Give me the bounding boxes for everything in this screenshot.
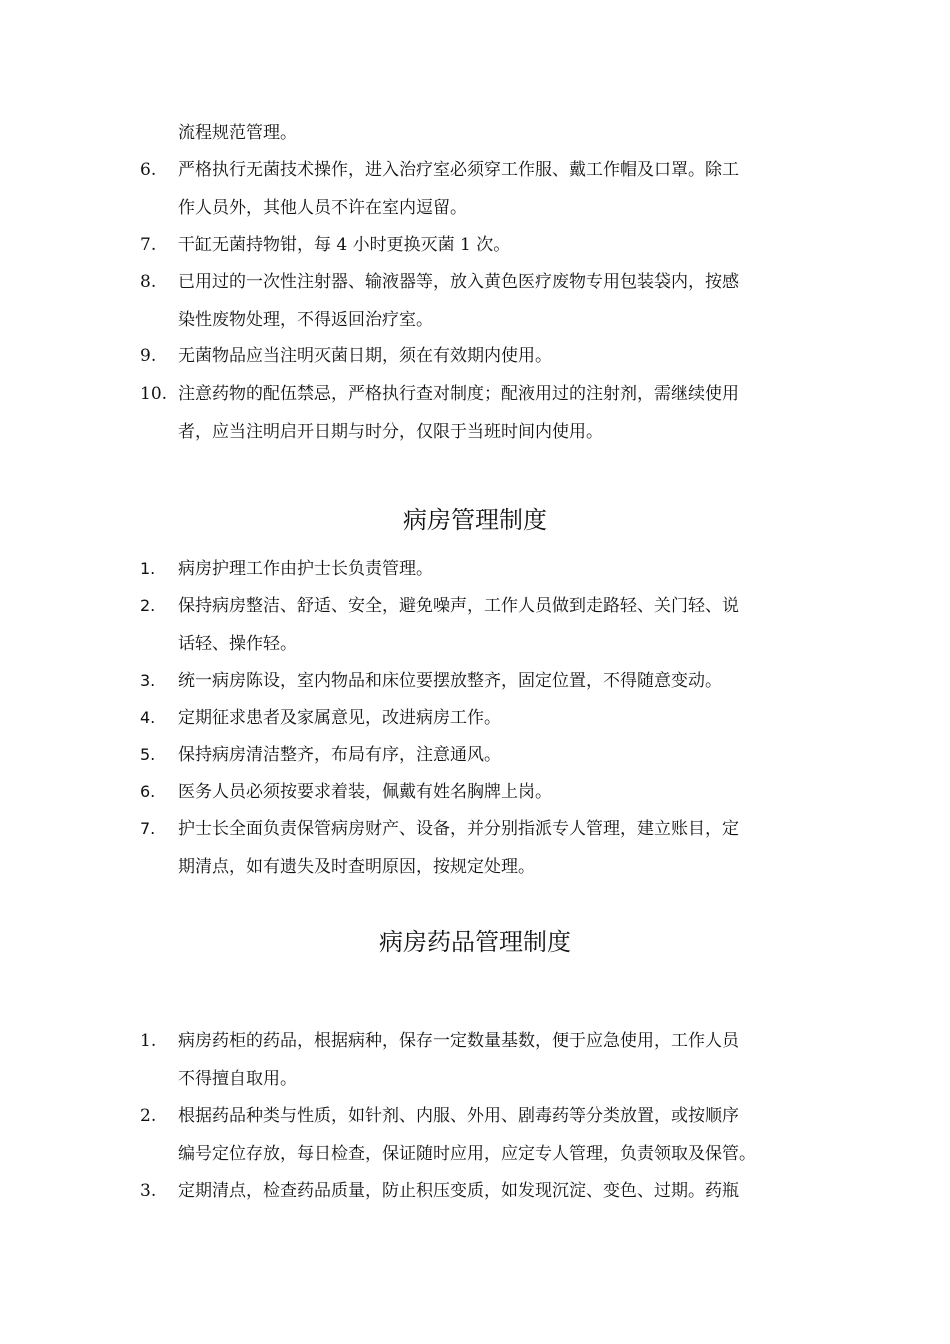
list-item [0, 1172, 950, 1210]
list-item [0, 337, 950, 375]
item-text: 护士长全面负责保管病房财产、设备，并分别指派专人管理，建立账目，定 [178, 819, 739, 839]
section-title: 病房管理制度 [403, 506, 547, 534]
item-number: 8. [140, 272, 157, 292]
list-item [0, 226, 950, 264]
item-number: 1. [140, 1031, 157, 1051]
item-text-continued: 者，应当注明启开日期与时分，仅限于当班时间内使用。 [178, 422, 603, 442]
item-number: 10. [140, 384, 168, 404]
item-text: 病房药柜的药品，根据病种，保存一定数量基数，便于应急使用，工作人员 [178, 1031, 739, 1051]
item-number: 3. [140, 1181, 157, 1201]
section-title: 病房药品管理制度 [379, 928, 571, 956]
item-text: 医务人员必须按要求着装，佩戴有姓名胸牌上岗。 [178, 782, 552, 802]
item-number: 6. [140, 160, 157, 180]
list-item [0, 375, 950, 451]
list-item [0, 550, 950, 588]
item-text: 定期征求患者及家属意见，改进病房工作。 [178, 708, 501, 728]
list-item [0, 736, 950, 774]
item-text: 定期清点，检查药品质量，防止积压变质，如发现沉淀、变色、过期。药瓶 [178, 1181, 739, 1201]
item-text-continued: 作人员外，其他人员不许在室内逗留。 [178, 198, 467, 218]
item-number: 7. [140, 235, 157, 255]
item-text: 已用过的一次性注射器、输液器等，放入黄色医疗废物专用包装袋内，按感 [178, 272, 739, 292]
item-text-continued: 话轻、操作轻。 [178, 634, 297, 654]
item-number: 3. [140, 671, 156, 690]
item-text: 统一病房陈设，室内物品和床位要摆放整齐，固定位置，不得随意变动。 [178, 671, 722, 691]
list-item [0, 699, 950, 737]
item-number: 9. [140, 346, 157, 366]
item-text: 保持病房清洁整齐，布局有序，注意通风。 [178, 745, 501, 765]
item-text: 严格执行无菌技术操作，进入治疗室必须穿工作服、戴工作帽及口罩。除工 [178, 160, 739, 180]
list-item [0, 773, 950, 811]
list-item [0, 810, 950, 886]
item-text: 干缸无菌持物钳，每 4 小时更换灭菌 1 次。 [178, 235, 511, 255]
item-number: 1. [140, 559, 156, 578]
item-text-continued: 不得擅自取用。 [178, 1069, 297, 1089]
list-item [0, 263, 950, 339]
item-text: 注意药物的配伍禁忌，严格执行查对制度；配液用过的注射剂，需继续使用 [178, 384, 739, 404]
list-item [0, 1097, 950, 1173]
item-number: 5. [140, 745, 156, 764]
item-number: 7. [140, 819, 156, 838]
list-item [0, 662, 950, 700]
item-number: 2. [140, 1106, 157, 1126]
item-text-continued: 染性废物处理，不得返回治疗室。 [178, 310, 433, 330]
item-text-continued: 编号定位存放，每日检查，保证随时应用，应定专人管理，负责领取及保管。 [178, 1144, 756, 1164]
item-text-continued: 期清点，如有遗失及时查明原因，按规定处理。 [178, 857, 535, 877]
list-item [0, 151, 950, 227]
item-text: 根据药品种类与性质，如针剂、内服、外用、剧毒药等分类放置，或按顺序 [178, 1106, 739, 1126]
list-item [0, 1022, 950, 1098]
item-number: 6. [140, 782, 156, 801]
item-text: 无菌物品应当注明灭菌日期，须在有效期内使用。 [178, 346, 552, 366]
item-text: 病房护理工作由护士长负责管理。 [178, 559, 433, 579]
list-item [0, 587, 950, 663]
item-number: 4. [140, 708, 156, 727]
item-text: 保持病房整洁、舒适、安全，避免噪声，工作人员做到走路轻、关门轻、说 [178, 596, 739, 616]
continuation-text: 流程规范管理。 [178, 123, 297, 143]
item-number: 2. [140, 596, 156, 615]
